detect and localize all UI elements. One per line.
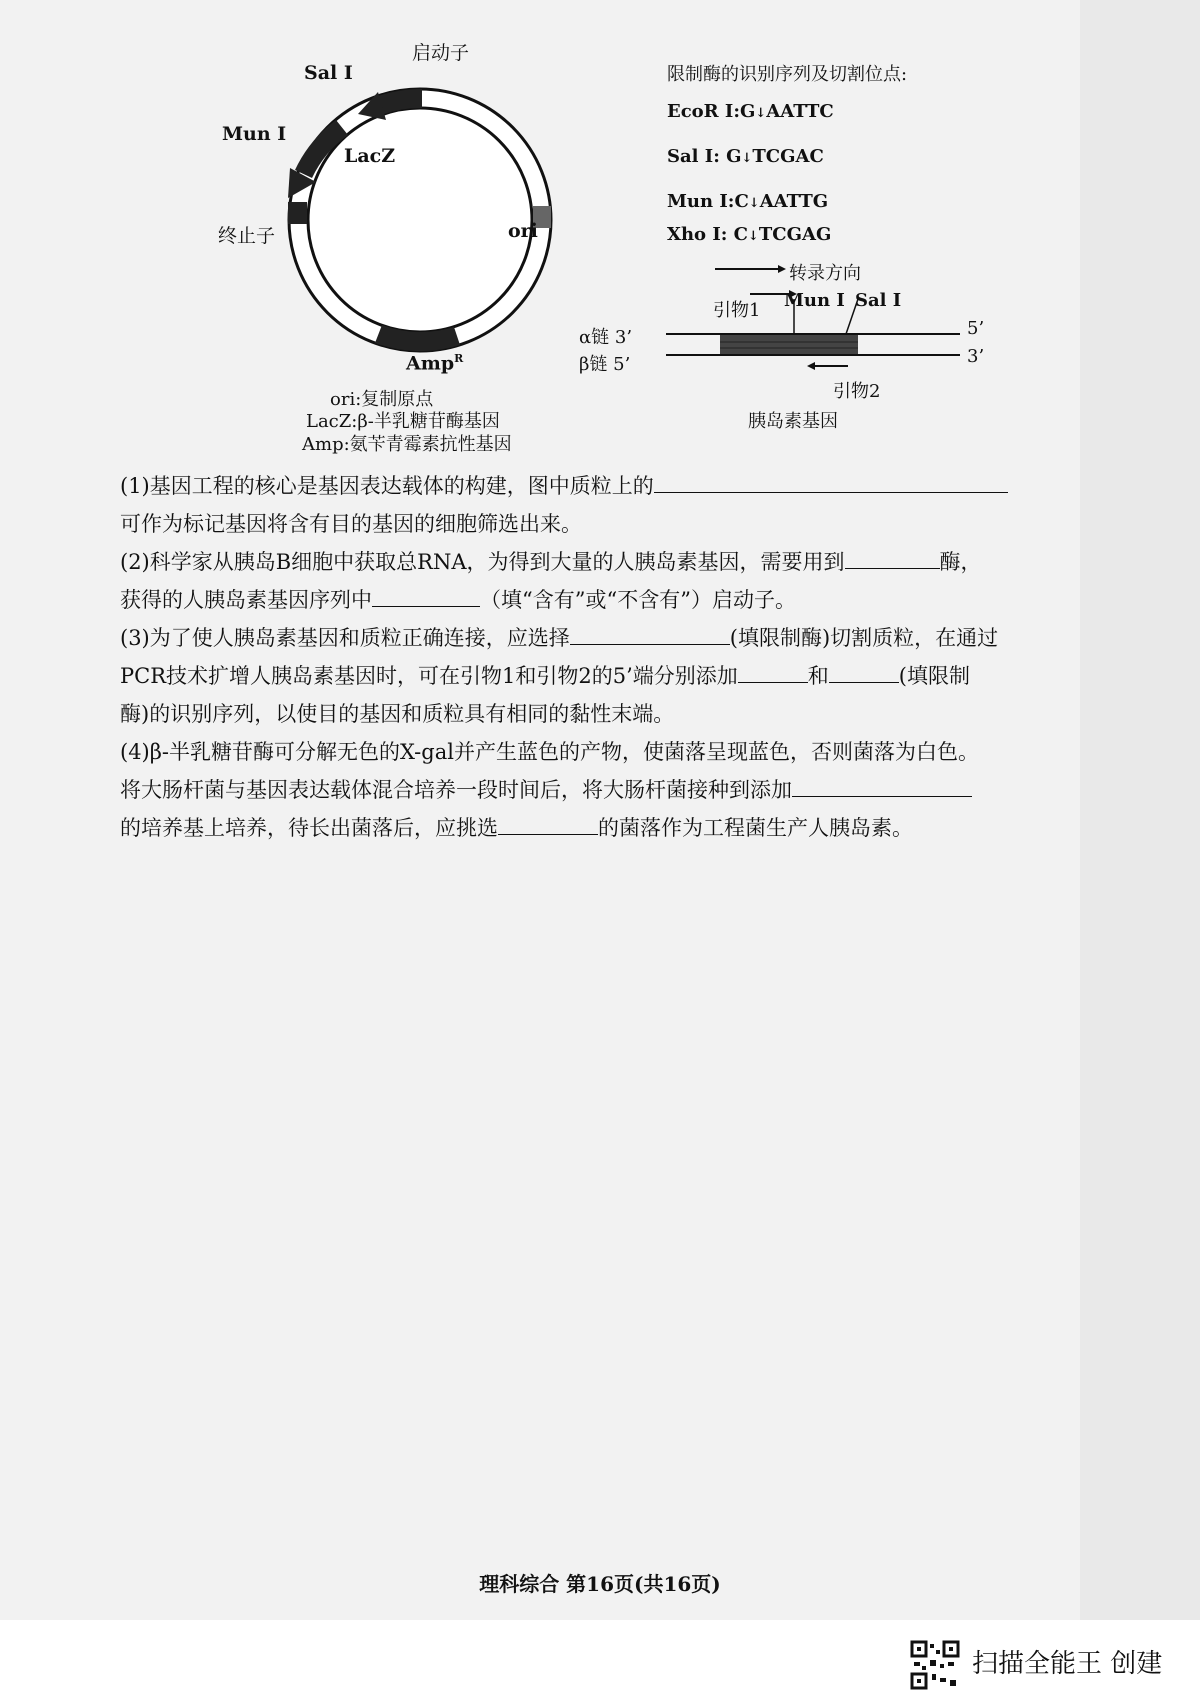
question-4-line-3: 的培养基上培养，待长出菌落后，应挑选 的菌落作为工程菌生产人胰岛素。 [120, 810, 1132, 846]
lacz-label: LacZ [344, 145, 396, 167]
enzyme-xhoi: Xho I: C↓TCGAG [667, 224, 832, 245]
beta-label: β链 5’ [579, 354, 631, 375]
question-4-line-1: (4)β-半乳糖苷酶可分解无色的X-gal并产生蓝色的产物，使菌落呈现蓝色，否则菌落为白色。 [120, 740, 979, 764]
answer-blank-4a[interactable] [792, 774, 972, 797]
gene-mun-label: Mun I [784, 290, 845, 311]
qr-code-icon [910, 1640, 960, 1690]
answer-blank-3b[interactable] [738, 660, 808, 683]
answer-blank-1[interactable] [654, 470, 1008, 493]
plasmid-diagram [250, 40, 590, 370]
primer1-label: 引物1 [713, 300, 761, 321]
enzyme-sali: Sal I: G↓TCGAC [667, 146, 824, 167]
terminator-label: 终止子 [218, 225, 276, 247]
watermark-text: 扫描全能王 创建 [972, 1649, 1163, 1679]
mun-site-label: Mun I [222, 123, 287, 145]
answer-blank-3a[interactable] [570, 622, 730, 645]
answer-blank-3c[interactable] [829, 660, 899, 683]
question-3-line-2: PCR技术扩增人胰岛素基因时，可在引物1和引物2的5’端分别添加 和 (填限制 [120, 658, 1132, 694]
enzyme-title: 限制酶的识别序列及切割位点: [667, 64, 908, 85]
legend-amp: Amp:氨苄青霉素抗性基因 [302, 434, 512, 455]
legend-lacz: LacZ:β-半乳糖苷酶基因 [306, 411, 500, 432]
plasmid-inner-ring [308, 108, 532, 332]
answer-blank-2a[interactable] [845, 546, 940, 569]
ori-label: ori [508, 220, 538, 242]
alpha-label: α链 3’ [579, 327, 633, 348]
gene-caption: 胰岛素基因 [748, 411, 838, 432]
question-3-line-3: 酶)的识别序列，以使目的基因和质粒具有相同的黏性末端。 [120, 702, 675, 726]
page-footer: 理科综合 第16页(共16页) [479, 1572, 721, 1596]
primer2-label: 引物2 [833, 381, 881, 402]
gene-sal-label: Sal I [855, 290, 902, 311]
promoter-label: 启动子 [412, 42, 470, 64]
question-1-line-2: 可作为标记基因将含有目的基因的细胞筛选出来。 [120, 512, 582, 536]
transcription-label: 转录方向 [789, 263, 861, 284]
question-3-line-1: (3)为了使人胰岛素基因和质粒正确连接，应选择 (填限制酶)切割质粒，在通过 [120, 620, 1132, 656]
insulin-gene-block [720, 335, 858, 354]
question-4-line-2: 将大肠杆菌与基因表达载体混合培养一段时间后，将大肠杆菌接种到添加 [120, 772, 1132, 808]
question-1-line-1: (1)基因工程的核心是基因表达载体的构建，图中质粒上的 [120, 468, 1132, 504]
sal-site-label: Sal I [304, 62, 353, 84]
transcription-arrow-head [778, 265, 786, 273]
enzyme-ecori: EcoR I:G↓AATTC [667, 101, 834, 122]
enzyme-muni: Mun I:C↓AATTG [667, 191, 829, 212]
question-2-line-1: (2)科学家从胰岛B细胞中获取总RNA，为得到大量的人胰岛素基因，需要用到 酶， [120, 544, 1132, 580]
alpha-right-end: 5’ [967, 318, 985, 339]
answer-blank-4b[interactable] [498, 812, 598, 835]
ampr-label: Amp$^R$ [406, 352, 464, 375]
answer-blank-2b[interactable] [372, 584, 480, 607]
question-2-line-2: 获得的人胰岛素基因序列中 （填“含有”或“不含有”）启动子。 [120, 582, 1132, 618]
legend-ori: ori:复制原点 [330, 389, 434, 410]
terminator-block [288, 202, 307, 224]
beta-right-end: 3’ [967, 346, 985, 367]
